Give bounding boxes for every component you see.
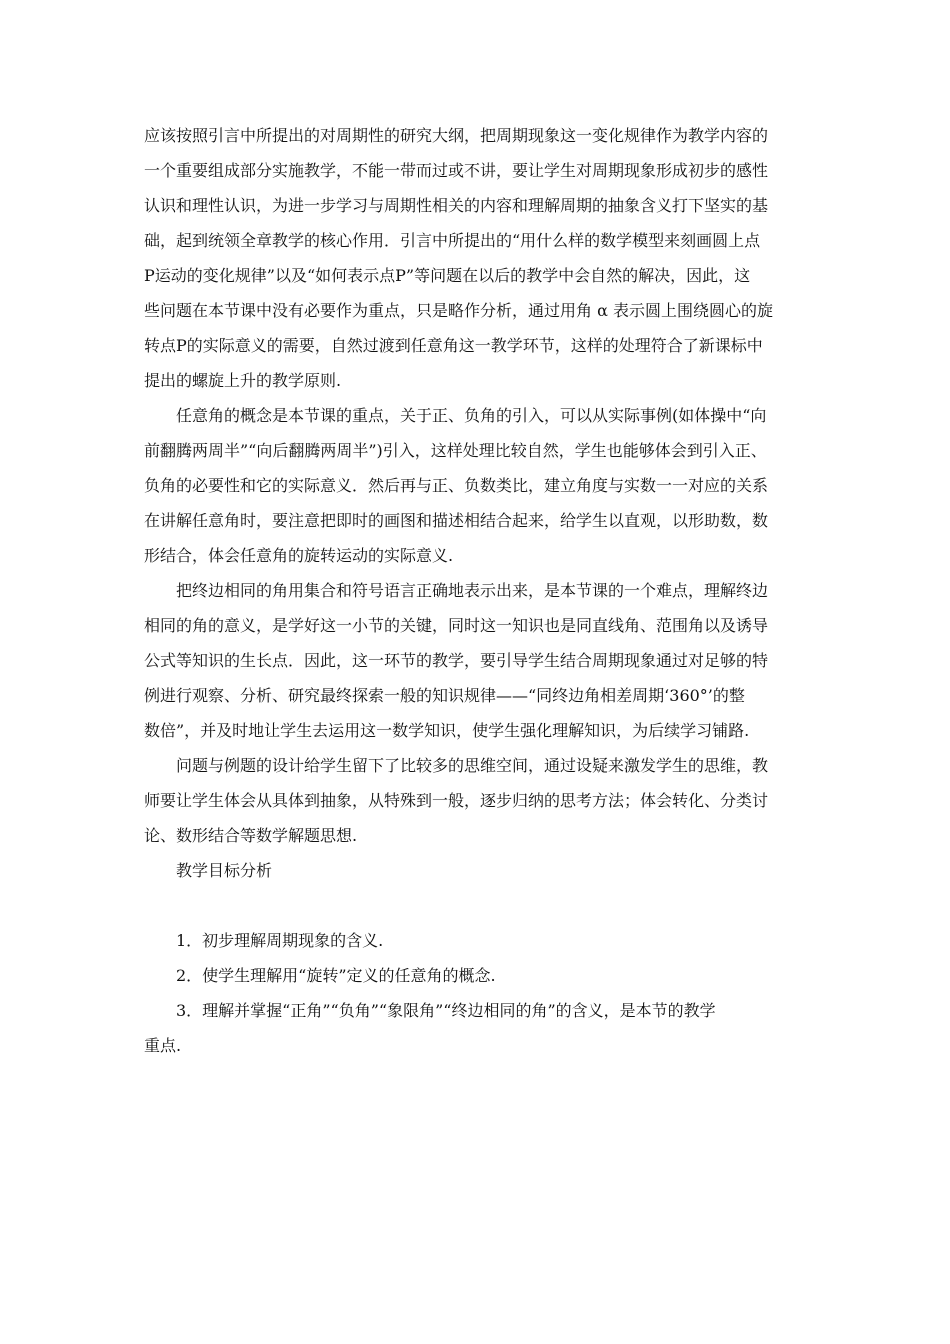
text-line: 在讲解任意角时，要注意把即时的画图和描述相结合起来，给学生以直观，以形助数，数 <box>144 511 769 530</box>
text-line: 例进行观察、分析、研究最终探索一般的知识规律——“同终边角相差周期‘360°’的整 <box>144 686 745 705</box>
text-line: 师要让学生体会从具体到抽象，从特殊到一般，逐步归纳的思考方法；体会转化、分类讨 <box>144 791 769 810</box>
spacer <box>144 888 806 923</box>
document-body <box>144 118 806 1063</box>
text-line: 应该按照引言中所提出的对周期性的研究大纲，把周期现象这一变化规律作为教学内容的 <box>144 126 769 145</box>
text-line: 础，起到统领全章教学的核心作用．引言中所提出的“用什么样的数学模型来刻画圆上点 <box>144 231 761 250</box>
text-line: 把终边相同的角用集合和符号语言正确地表示出来，是本节课的一个难点，理解终边 <box>176 581 769 600</box>
text-line: 些问题在本节课中没有必要作为重点，只是略作分析，通过用角 α 表示圆上围绕圆心的旋 <box>144 301 773 320</box>
text-line: 认识和理性认识，为进一步学习与周期性相关的内容和理解周期的抽象含义打下坚实的基 <box>144 196 769 215</box>
text-line: P运动的变化规律”以及“如何表示点P”等问题在以后的教学中会自然的解决，因此，这 <box>144 266 751 285</box>
text-line: 前翻腾两周半”“向后翻腾两周半”)引入，这样处理比较自然，学生也能够体会到引入正、 <box>144 441 767 460</box>
text-line: 问题与例题的设计给学生留下了比较多的思维空间，通过设疑来激发学生的思维，教 <box>176 756 769 775</box>
text-line: 相同的角的意义，是学好这一小节的关键，同时这一知识也是同直线角、范围角以及诱导 <box>144 616 769 635</box>
text-line: 形结合，体会任意角的旋转运动的实际意义. <box>144 546 454 565</box>
list-item: 2．使学生理解用“旋转”定义的任意角的概念. <box>176 966 496 985</box>
text-line: 任意角的概念是本节课的重点，关于正、负角的引入，可以从实际事例(如体操中“向 <box>176 406 767 425</box>
text-line: 提出的螺旋上升的教学原则. <box>144 371 342 390</box>
text-line: 公式等知识的生长点．因此，这一环节的教学，要引导学生结合周期现象通过对足够的特 <box>144 651 769 670</box>
list-item: 1．初步理解周期现象的含义. <box>176 931 384 950</box>
text-line: 论、数形结合等数学解题思想. <box>144 826 358 845</box>
section-heading: 教学目标分析 <box>176 861 273 880</box>
list-item: 3．理解并掌握“正角”“负角”“象限角”“终边相同的角”的含义，是本节的教学 <box>176 1001 716 1020</box>
text-line: 数倍”，并及时地让学生去运用这一数学知识，使学生强化理解知识，为后续学习铺路. <box>144 721 750 740</box>
text-line: 一个重要组成部分实施教学，不能一带而过或不讲，要让学生对周期现象形成初步的感性 <box>144 161 769 180</box>
text-line: 转点P的实际意义的需要，自然过渡到任意角这一教学环节，这样的处理符合了新课标中 <box>144 336 763 355</box>
text-line: 重点. <box>144 1036 182 1055</box>
text-line: 负角的必要性和它的实际意义．然后再与正、负数类比，建立角度与实数一一对应的关系 <box>144 476 769 495</box>
